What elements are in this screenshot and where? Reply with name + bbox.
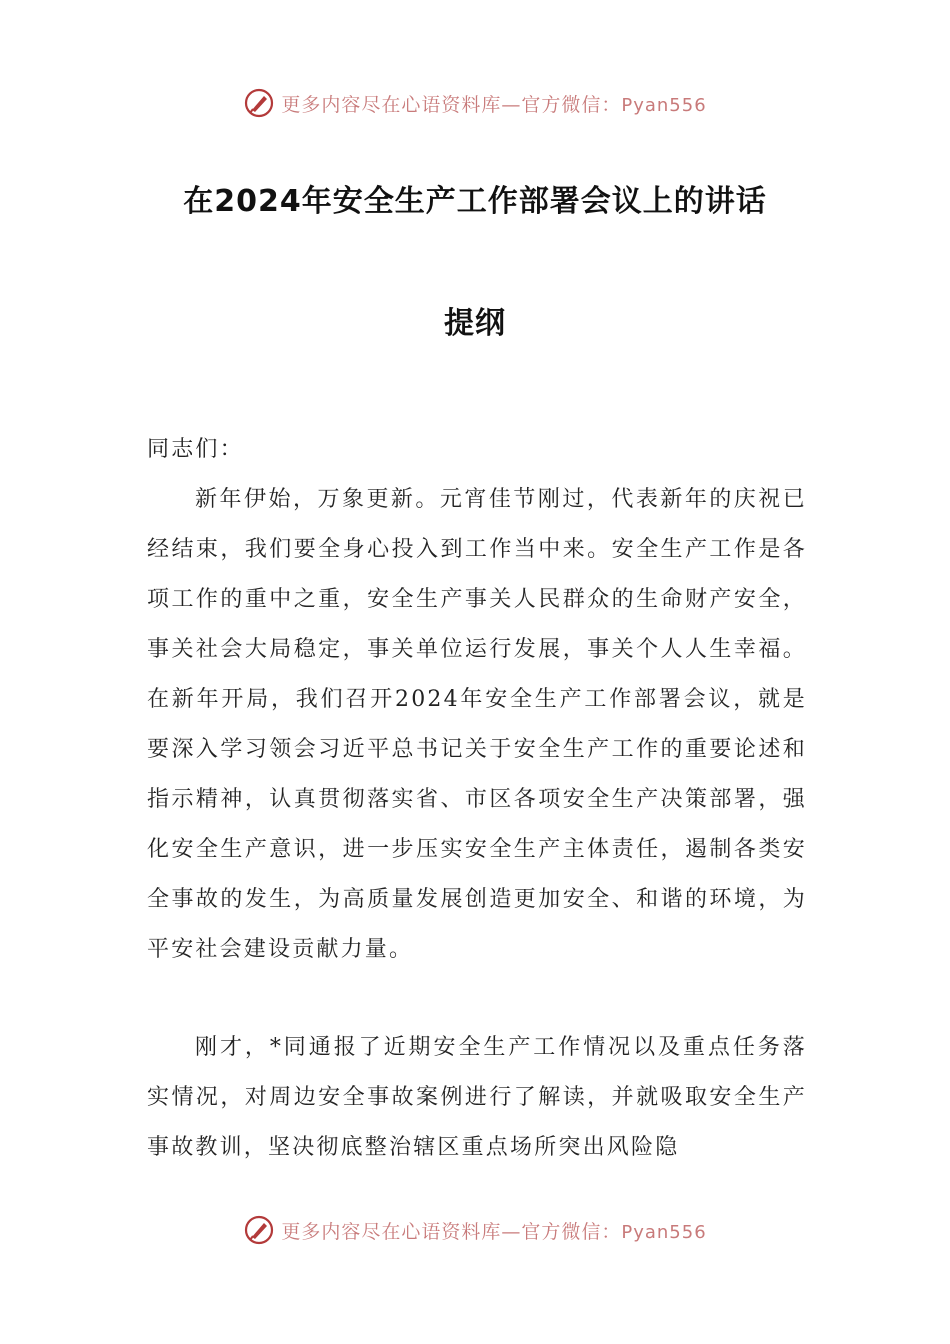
footer-watermark [0,1212,950,1248]
document-title-continued: 提纲 [444,306,506,341]
pen-feather-logo-icon [243,1214,275,1246]
header-watermark [0,85,950,121]
watermark-text: 更多内容尽在心语资料库—官方微信：Pyan556 [281,93,707,116]
paragraph: 刚才，*同通报了近期安全生产工作情况以及重点任务落实情况，对周边安全事故案例进行了解读，并就吸取安全生产事故教训，坚决彻底整治辖区重点场所突出风险隐 [147,1035,807,1160]
document-title: 在2024年安全生产工作部署会议上的讲话 [183,184,767,219]
paragraph: 新年伊始，万象更新。元宵佳节刚过，代表新年的庆祝已经结束，我们要全身心投入到工作当中来。安全生产工作是各项工作的重中之重，安全生产事关人民群众的生命财产安全，事关社会大局稳定，事关单位运行发展，事关个人人生幸福。在新年开局，我们召开2024年安全生产工作部署会议，就是要深入学习领会习近平总书记关于安全生产工作的重要论述和指示精神，认真贯彻落实省、市区各项安全生产决策部署，强化安全生产意识，进一步压实安全生产主体责任，遏制各类安全事故的发生，为高质量发展创造更加安全、和谐的环境，为平安社会建设贡献力量。 [147,487,807,962]
watermark-text: 更多内容尽在心语资料库—官方微信：Pyan556 [281,1220,707,1243]
salutation: 同志们： [147,437,244,462]
pen-feather-logo-icon [243,87,275,119]
